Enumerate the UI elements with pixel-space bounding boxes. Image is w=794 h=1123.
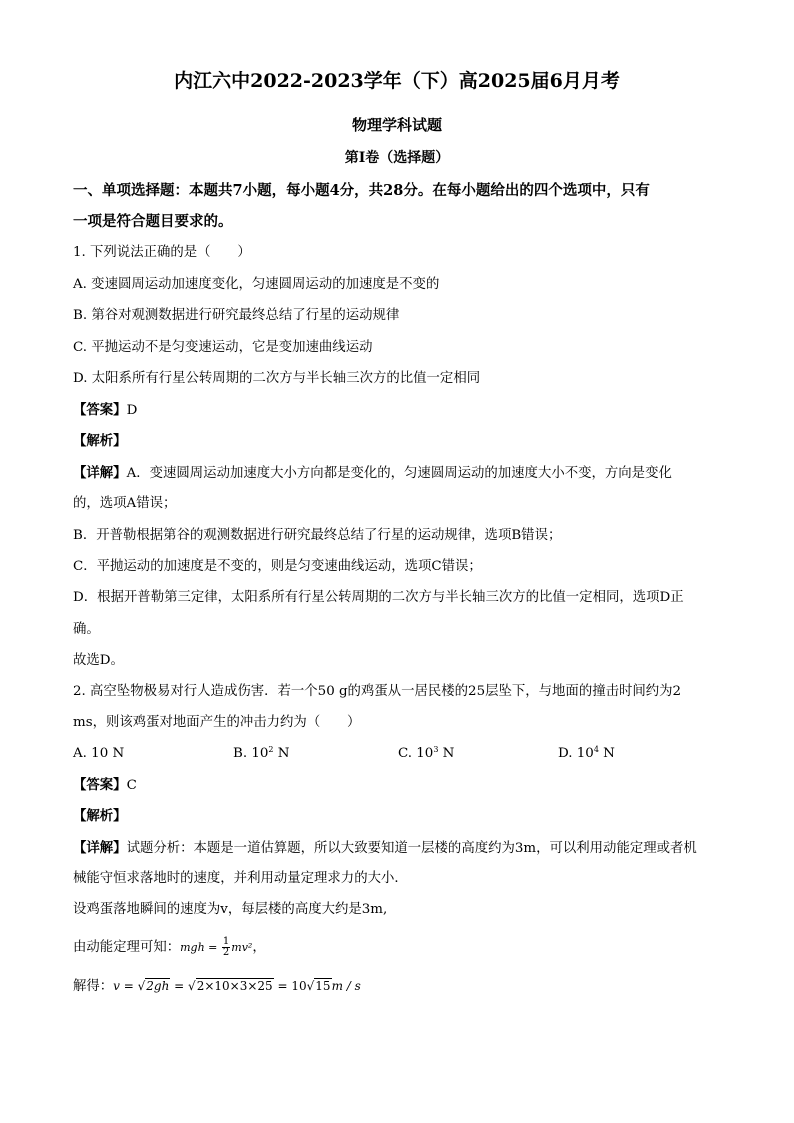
q1-detail-a-cont: 的，选项A错误；	[73, 496, 177, 511]
eq2-sqrt-numbers: 2×10×3×25	[196, 979, 273, 993]
sqrt-sign-icon: √	[137, 979, 146, 993]
option-c-unit: N	[438, 746, 455, 761]
q1-answer	[73, 401, 137, 420]
q1-detail-a	[73, 464, 672, 483]
section-heading-line1: 一、单项选择题：本题共7小题，每小题4分，共28分。在每小题给出的四个选项中，只有	[73, 182, 650, 199]
q1-option-c: C. 平抛运动不是匀变速运动，它是变加速曲线运动	[73, 340, 373, 355]
answer-tag: 【答案】	[73, 777, 127, 793]
q2-detail-line2: 械能守恒求落地时的速度，并利用动量定理求力的大小．	[73, 871, 408, 886]
sqrt-sign-icon: √	[306, 979, 315, 993]
answer-value: C	[126, 778, 137, 793]
option-c-base: C. 10	[398, 746, 434, 761]
q2-detail-line3: 设鸡蛋落地瞬间的速度为v，每层楼的高度大约是3m,	[73, 902, 388, 917]
eq2-equals3: = 10	[273, 979, 307, 993]
q1-option-b: B. 第谷对观测数据进行研究最终总结了行星的运动规律	[73, 308, 400, 323]
eq1-lhs: mgh	[180, 941, 205, 954]
answer-tag: 【答案】	[73, 402, 127, 418]
q1-detail-c: C．平抛运动的加速度是不变的，则是匀变速曲线运动，选项C错误；	[73, 559, 482, 574]
eq1-numerator: 1	[222, 936, 230, 947]
option-b-base: B. 10	[233, 746, 269, 761]
option-b-exponent: 2	[268, 745, 274, 754]
q1-detail-d: D．根据开普勒第三定律，太阳系所有行星公转周期的二次方与半长轴三次方的比值一定相同，选项D正	[73, 590, 684, 605]
q1-stem: 1. 下列说法正确的是（ ）	[73, 245, 251, 260]
eq1-rhs: mv²	[231, 941, 253, 954]
detail-text: 试题分析：本题是一道估算题，所以大致要知道一层楼的高度约为3m，可以利用动能定理或者机	[126, 841, 697, 856]
q2-stem-line2: ms，则该鸡蛋对地面产生的冲击力约为（ ）	[73, 715, 361, 730]
eq1-denominator: 2	[222, 947, 230, 958]
detail-a-text: A．变速圆周运动加速度大小方向都是变化的，匀速圆周运动的加速度大小不变，方向是变化	[126, 466, 672, 481]
q1-option-d: D. 太阳系所有行星公转周期的二次方与半长轴三次方的比值一定相同	[73, 371, 481, 386]
q1-detail-d-cont: 确。	[73, 622, 100, 637]
option-d-base: D. 10	[558, 746, 594, 761]
page-subtitle: 物理学科试题	[351, 116, 442, 134]
eq1-equals: =	[204, 941, 221, 954]
eq2-sqrt15: 15	[315, 979, 331, 993]
volume-heading: 第I卷（选择题）	[344, 150, 450, 166]
eq2-equals2: =	[170, 979, 189, 993]
answer-value: D	[126, 403, 138, 418]
option-d-unit: N	[598, 746, 615, 761]
q2-answer	[73, 776, 137, 795]
option-b-unit: N	[273, 746, 290, 761]
q2-option-b	[233, 745, 289, 763]
q1-detail-b: B．开普勒根据第谷的观测数据进行研究最终总结了行星的运动规律，选项B错误；	[73, 528, 562, 543]
eq2-equals: =	[119, 979, 138, 993]
q1-analysis-tag: 【解析】	[73, 433, 127, 449]
eq1-suffix: ，	[252, 940, 266, 955]
q2-option-a: A. 10 N	[73, 746, 125, 761]
section-heading-line2: 一项是符合题目要求的。	[73, 213, 233, 230]
q1-option-a: A. 变速圆周运动加速度变化，匀速圆周运动的加速度是不变的	[73, 277, 440, 292]
q1-conclusion: 故选D。	[73, 653, 124, 668]
eq1-prefix: 由动能定理可知：	[73, 940, 181, 955]
sqrt-sign-icon: √	[188, 979, 196, 993]
eq1-fraction	[222, 937, 230, 958]
option-d-exponent: 4	[593, 745, 599, 754]
q2-equation-velocity	[73, 977, 361, 996]
q2-equation-energy	[73, 935, 266, 961]
eq2-unit: m / s	[331, 979, 361, 993]
q2-option-d	[558, 745, 615, 763]
q2-option-c	[398, 745, 454, 763]
detail-tag: 【详解】	[73, 465, 127, 481]
q2-stem-line1: 2. 高空坠物极易对行人造成伤害．若一个50 g的鸡蛋从一居民楼的25层坠下，与地面的撞击时间约为2	[73, 684, 682, 699]
eq2-prefix: 解得：	[73, 979, 114, 994]
eq2-sqrt-gh: 2gh	[146, 979, 170, 993]
q2-analysis-tag: 【解析】	[73, 808, 127, 824]
page-title: 内江六中2022-2023学年（下）高2025届6月月考	[174, 70, 620, 92]
detail-tag: 【详解】	[73, 840, 127, 856]
q2-detail-line1	[73, 839, 697, 858]
option-c-exponent: 3	[433, 745, 439, 754]
eq2-v: v	[113, 979, 120, 993]
